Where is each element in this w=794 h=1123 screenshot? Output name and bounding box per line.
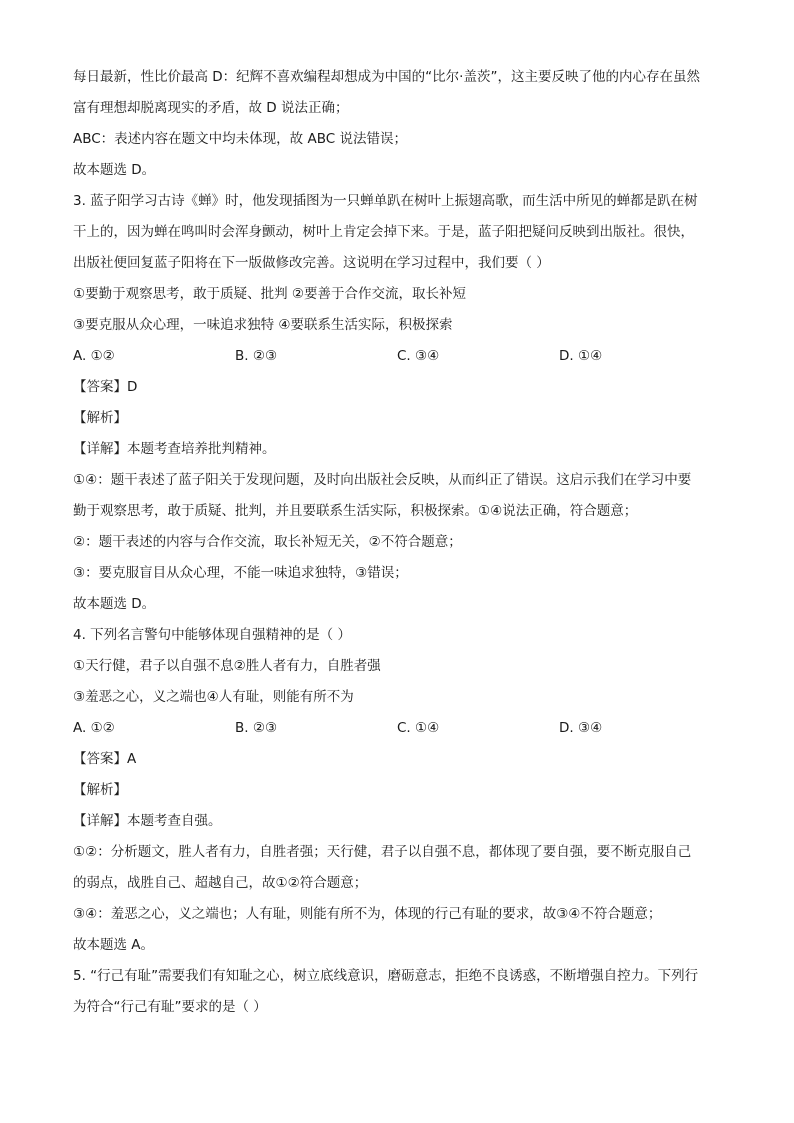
detail-text: 勤于观察思考，敢于质疑、批判，并且要联系生活实际，积极探索。①④说法正确，符合题意； (73, 503, 638, 519)
text-line: 富有理想却脱离现实的矛盾，故 D 说法正确； (73, 100, 349, 116)
question-3-statement: ③要克服从众心理，一味追求独特 ④要联系生活实际，积极探索 (73, 317, 453, 333)
option-b: B. ②③ (235, 720, 278, 736)
answer-label: 【答案】D (73, 379, 138, 395)
question-5-stem: 5. “行己有耻”需要我们有知耻之心，树立底线意识，磨砺意志，拒绝不良诱惑，不断增强自控力。下列行 (73, 968, 699, 984)
question-3-stem: 出版社便回复蓝子阳将在下一版做修改完善。这说明在学习过程中，我们要（ ） (73, 255, 550, 271)
question-4-stem: 4. 下列名言警句中能够体现自强精神的是（ ） (73, 627, 351, 643)
text-line: ABC：表述内容在题文中均未体现，故 ABC 说法错误； (73, 131, 407, 147)
option-d: D. ③④ (559, 720, 603, 736)
option-c: C. ①④ (397, 720, 440, 736)
answer-label: 【答案】A (73, 751, 137, 767)
question-3-options (73, 341, 723, 372)
detail-text: ③④：羞恶之心，义之端也；人有耻，则能有所不为，体现的行己有耻的要求，故③④不符合题意； (73, 906, 662, 922)
detail-text: ①②：分析题文，胜人者有力，自胜者强；天行健，君子以自强不息，都体现了要自强，要不断克服自己 (73, 844, 692, 860)
question-3-stem: 干上的，因为蝉在鸣叫时会浑身颤动，树叶上肯定会掉下来。于是，蓝子阳把疑问反映到出版社。很快， (73, 224, 694, 240)
detail-text: 【详解】本题考查自强。 (73, 813, 222, 829)
option-a: A. ①② (73, 348, 115, 364)
option-b: B. ②③ (235, 348, 278, 364)
analysis-label: 【解析】 (73, 782, 127, 798)
document-page (73, 62, 723, 1023)
detail-text: 的弱点，战胜自己、超越自己，故①②符合题意； (73, 875, 368, 891)
option-c: C. ③④ (397, 348, 440, 364)
question-4-options (73, 713, 723, 744)
question-3-stem: 3. 蓝子阳学习古诗《蝉》时，他发现插图为一只蝉单趴在树叶上振翅高歌，而生活中所见的蝉都是趴在树 (73, 193, 698, 209)
question-5-stem: 为符合“行己有耻”要求的是（ ） (73, 999, 267, 1015)
detail-text: ①④：题干表述了蓝子阳关于发现问题，及时向出版社会反映，从而纠正了错误。这启示我们在学习中要 (73, 472, 692, 488)
detail-text: 故本题选 A。 (73, 937, 155, 953)
text-line: 每日最新，性比价最高 D：纪辉不喜欢编程却想成为中国的“比尔·盖茨”，这主要反映了他的内心存在虽然 (73, 69, 700, 85)
detail-text: 故本题选 D。 (73, 596, 156, 612)
question-3-statement: ①要勤于观察思考，敢于质疑、批判 ②要善于合作交流，取长补短 (73, 286, 466, 302)
question-4-statement: ①天行健，君子以自强不息②胜人者有力，自胜者强 (73, 658, 381, 674)
analysis-label: 【解析】 (73, 410, 127, 426)
detail-text: 【详解】本题考查培养批判精神。 (73, 441, 276, 457)
detail-text: ③：要克服盲目从众心理，不能一味追求独特，③错误； (73, 565, 408, 581)
detail-text: ②：题干表述的内容与合作交流，取长补短无关，②不符合题意； (73, 534, 462, 550)
question-4-statement: ③羞恶之心，义之端也④人有耻，则能有所不为 (73, 689, 354, 705)
option-d: D. ①④ (559, 348, 603, 364)
option-a: A. ①② (73, 720, 115, 736)
text-line: 故本题选 D。 (73, 162, 156, 178)
